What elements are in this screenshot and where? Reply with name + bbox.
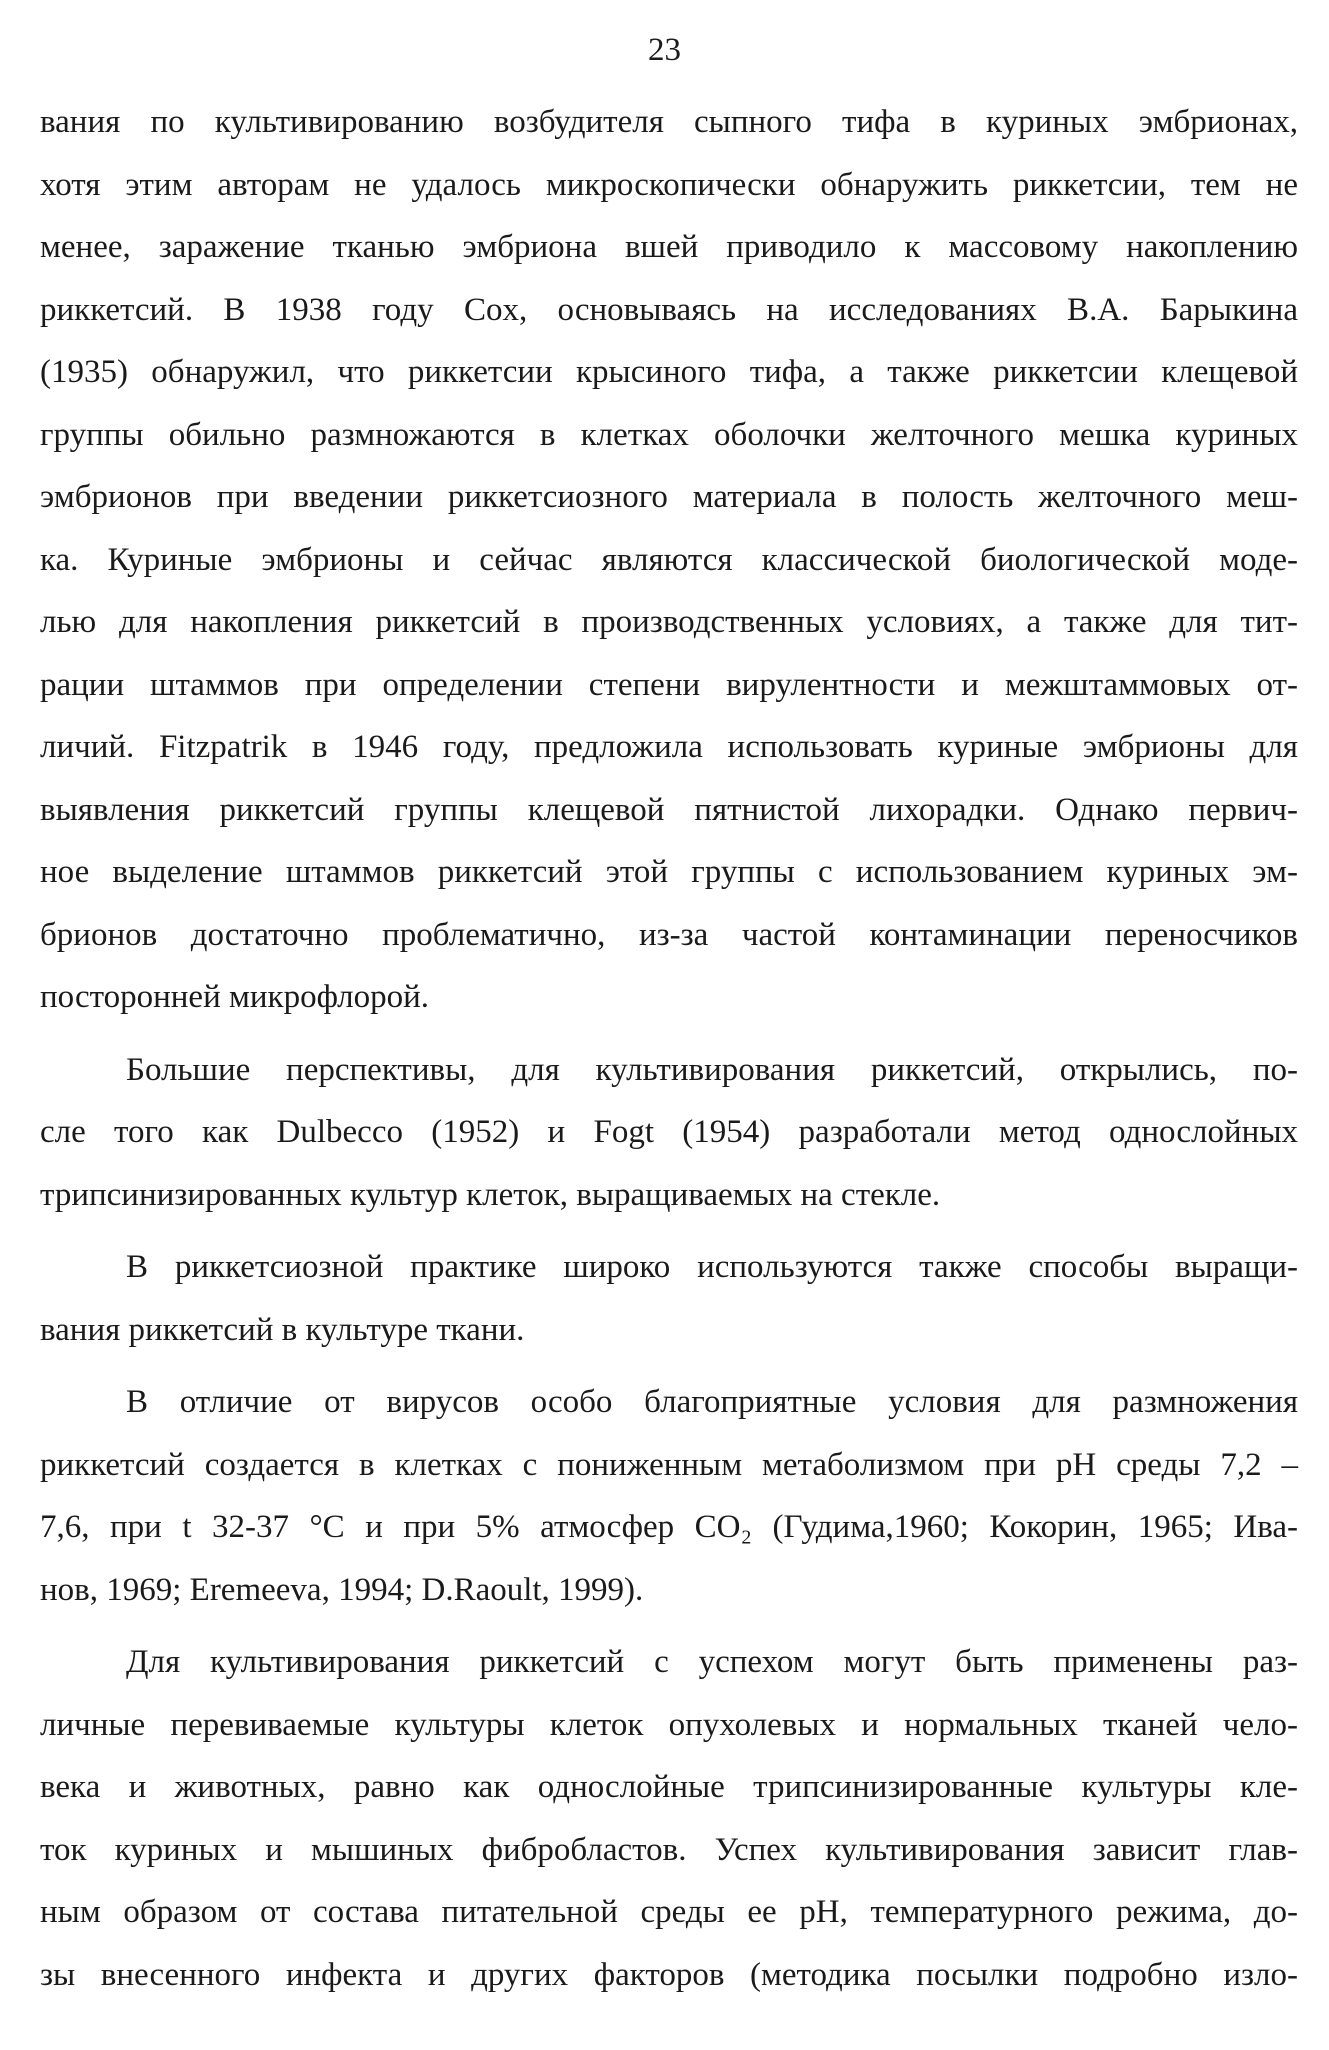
text-line: ным образом от состава питательной среды ее pH, температурного режима, до- (40, 1894, 1298, 1930)
text-line: лью для накопления риккетсий в производственных условиях, а также для тит- (40, 604, 1298, 640)
text-line: зы внесенного инфекта и других факторов (методика посылки подробно изло- (40, 1956, 1298, 1993)
text-line: рации штаммов при определении степени вирулентности и межштаммовых от- (40, 666, 1298, 703)
text-line: эмбрионов при введении риккетсиозного материала в полость желточного меш- (40, 479, 1298, 515)
text-line: личные перевиваемые культуры клеток опухолевых и нормальных тканей чело- (40, 1706, 1298, 1743)
paragraph (40, 1039, 1298, 1227)
text-line: нов, 1969; Eremeeva, 1994; D.Raoult, 1999). (40, 1571, 644, 1608)
text-line: (1935) обнаружил, что риккетсии крысиного тифа, а также риккетсии клещевой (40, 354, 1298, 390)
paragraph-spacer (40, 1226, 1298, 1236)
paragraph (40, 1236, 1298, 1361)
text-line: сле того как Dulbecco (1952) и Fogt (1954) разработали метод однослойных (40, 1114, 1298, 1150)
text-line: Для культивирования риккетсий с успехом могут быть применены раз- (126, 1644, 1298, 1680)
text-line: вания по культивированию возбудителя сыпного тифа в куриных эмбрионах, (40, 104, 1298, 140)
paragraph (40, 1371, 1298, 1621)
text-line: риккетсий. В 1938 году Cox, основываясь на исследованиях В.А. Барыкина (40, 291, 1298, 328)
text-line: посторонней микрофлорой. (40, 979, 430, 1015)
text-line: В риккетсиозной практике широко используются также способы выращи- (126, 1249, 1298, 1285)
text-line: менее, заражение тканью эмбриона вшей приводило к массовому накоплению (40, 229, 1298, 265)
paragraph (40, 91, 1298, 1029)
text-line: риккетсий создается в клетках с пониженным метаболизмом при pH среды 7,2 – (40, 1446, 1298, 1483)
text-line: хотя этим авторам не удалось микроскопически обнаружить риккетсии, тем не (40, 166, 1298, 203)
text-line: века и животных, равно как однослойные трипсинизированные культуры кле- (40, 1769, 1298, 1805)
paragraph-spacer (40, 1029, 1298, 1039)
page-number: 23 (648, 32, 681, 68)
text-line: ток куриных и мышиных фибробластов. Успех культивирования зависит глав- (40, 1831, 1298, 1868)
paragraph-spacer (40, 1361, 1298, 1371)
body-text (40, 91, 1298, 2006)
text-line: брионов достаточно проблематично, из-за частой контаминации переносчиков (40, 916, 1298, 953)
text-line: выявления риккетсий группы клещевой пятнистой лихорадки. Однако первич- (40, 791, 1298, 828)
paragraph (40, 1631, 1298, 2006)
text-line: 7,6, при t 32-37 °С и при 5% атмосфер СО₂ (Гудима,1960; Кокорин, 1965; Ива- (40, 1509, 1298, 1545)
text-line: ное выделение штаммов риккетсий этой группы с использованием куриных эм- (40, 854, 1298, 890)
text-line: группы обильно размножаются в клетках оболочки желточного мешка куриных (40, 416, 1298, 453)
text-line: трипсинизированных культур клеток, выращиваемых на стекле. (40, 1176, 941, 1213)
text-line: вания риккетсий в культуре ткани. (40, 1311, 525, 1348)
text-line: ка. Куриные эмбрионы и сейчас являются классической биологической моде- (40, 541, 1298, 578)
text-line: личий. Fitzpatrik в 1946 году, предложила использовать куриные эмбрионы для (40, 729, 1298, 765)
text-line: Большие перспективы, для культивирования риккетсий, открылись, по- (126, 1051, 1298, 1088)
text-line: В отличие от вирусов особо благоприятные условия для размножения (126, 1384, 1298, 1420)
paragraph-spacer (40, 1621, 1298, 1631)
